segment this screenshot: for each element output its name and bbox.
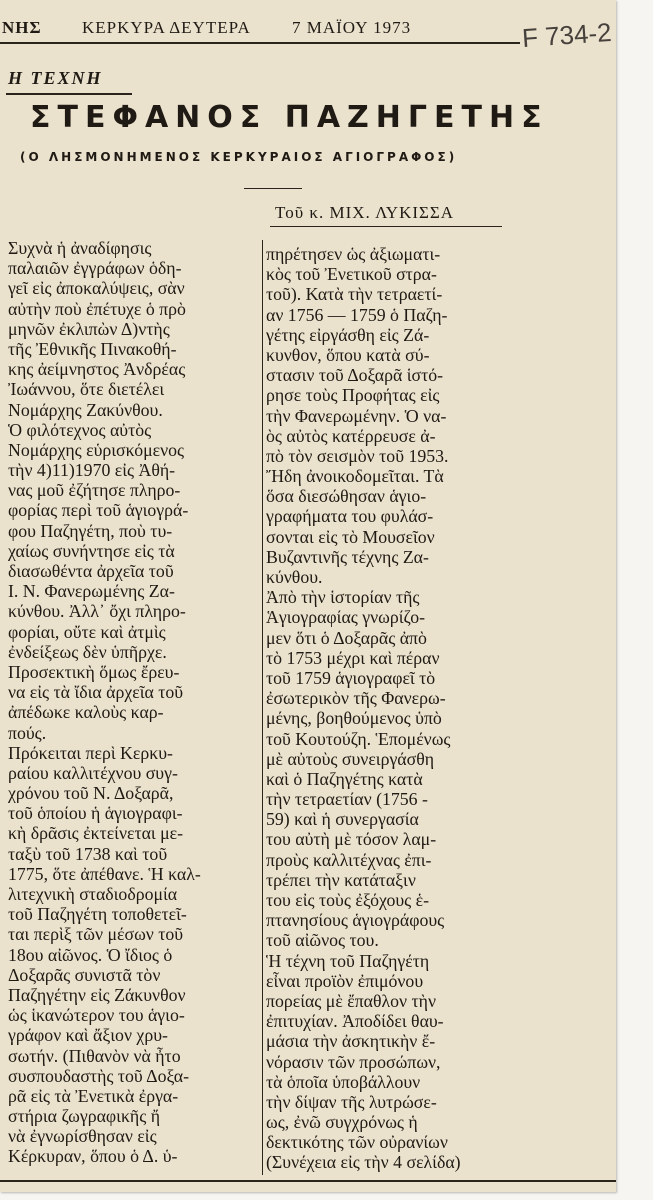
- text-line: ως, ἐνῶ συγχρόνως ἡ: [266, 1112, 418, 1133]
- text-line: προὺς καλλιτέχνας ἐπι-: [266, 849, 432, 870]
- text-line: σονται εἰς τὸ Μουσεῖον: [266, 526, 435, 547]
- text-line: πούς.: [8, 722, 47, 743]
- text-line: δεκτικότης τῶν οὐρανίων: [266, 1132, 448, 1153]
- text-line: ὡς ἱκανώτερον του ἁγιο-: [8, 1005, 185, 1026]
- text-line: κύνθου. Ἀλλ᾿ ὄχι πληρο-: [8, 601, 186, 622]
- text-line: στήρια ζωγραφικῆς ἤ: [8, 1106, 161, 1127]
- text-line: ται περὶξ τῶν μέσων τοῦ: [8, 924, 184, 945]
- text-line: Ὁ φιλότεχνος αὐτὸς: [8, 419, 152, 440]
- text-line: εἶναι προϊὸν ἐπιμόνου: [266, 970, 424, 991]
- text-line: τὴν τετραετίαν (1756 -: [266, 789, 428, 810]
- text-line: κης ἀείμνηστος Ἀνδρέας: [8, 359, 186, 380]
- byline: Τοῦ κ. ΜΙΧ. ΛΥΚΙΣΣΑ: [275, 203, 455, 222]
- text-line: τοῦ ὁποίου ἡ ἁγιογραφι-: [8, 803, 183, 824]
- text-line: χρόνου τοῦ Ν. Δοξαρᾶ,: [8, 783, 174, 804]
- text-line: τοῦ Κουτούζη. Ἑπομένως: [266, 728, 451, 749]
- text-line: Ἀπὸ τὴν ἱστορίαν τῆς: [266, 587, 420, 608]
- text-line: Νομάρχης Ζακύνθου.: [8, 399, 163, 420]
- text-line: μεν ὅτι ὁ Δοξαρᾶς ἀπὸ: [266, 627, 427, 648]
- article-column-left: [8, 238, 258, 1167]
- text-line: χαίως συνήντησε εἰς τὰ: [8, 540, 175, 561]
- article-subtitle: (Ο ΛΗΣΜΟΝΗΜΕΝΟΣ ΚΕΡΚΥΡΑΙΟΣ ΑΓΙΟΓΡΑΦΟΣ): [20, 150, 458, 164]
- continuation-note: (Συνέχεια εἰς τὴν 4 σελίδα): [266, 1152, 461, 1173]
- text-line: τὴν Φανερωμένην. Ὁ να-: [266, 405, 447, 426]
- text-line: σωτήν. (Πιθανὸν νὰ ἦτο: [8, 1045, 181, 1066]
- text-line: γράφον καὶ ἄξιον χρυ-: [8, 1025, 168, 1046]
- text-line: ρᾶ εἰς τὰ Ἐνετικὰ ἐργα-: [8, 1085, 179, 1106]
- text-line: τοῦ Παζηγέτη τοποθετεῖ-: [8, 904, 187, 925]
- text-line: 18ου αἰῶνος. Ὁ ἴδιος ὁ: [8, 944, 173, 965]
- text-line: κυνθον, ὅπου κατὰ σύ-: [266, 344, 430, 365]
- section-divider: [6, 93, 132, 95]
- text-line: τοῦ). Κατὰ τὴν τετραετί-: [266, 284, 443, 305]
- text-line: διασωθέντα ἀρχεῖα τοῦ: [8, 561, 174, 581]
- text-line: τοῦ αἰῶνος του.: [266, 930, 379, 951]
- text-line: συσπουδαστὴς τοῦ Δοξα-: [8, 1065, 189, 1086]
- text-line: μηνῶν ἐκλιπὼν Δ)ντὴς: [8, 318, 170, 339]
- text-line: στασιν τοῦ Δοξαρᾶ ἱστό-: [266, 365, 444, 386]
- text-line: Νομάρχης εὑρισκόμενος: [8, 439, 185, 460]
- text-line: καὶ ὁ Παζηγέτης κατὰ: [266, 768, 423, 789]
- text-line: ἀπέδωκε καλοὺς καρ-: [8, 702, 164, 723]
- text-line: τὴν δίψαν τῆς λυτρώσε-: [266, 1091, 437, 1112]
- text-line: κύνθου.: [266, 567, 323, 587]
- text-line: φου Παζηγέτη, ποὺ τυ-: [8, 520, 173, 541]
- masthead: [0, 14, 520, 44]
- text-line: τοῦ 1759 ἁγιογραφεῖ τὸ: [266, 667, 436, 688]
- text-line: παλαιῶν ἐγγράφων ὁδη-: [8, 258, 182, 279]
- masthead-paper-name: ΚΕΡΚΥΡΑ ΔΕΥΤΕΡΑ: [82, 18, 251, 37]
- article-column-right: [266, 244, 511, 1173]
- text-line: κὸς τοῦ Ἐνετικοῦ στρα-: [266, 264, 437, 285]
- text-line: πτανησίους ἁγιογράφους: [266, 910, 445, 931]
- bottom-divider: [0, 1180, 616, 1182]
- text-line: Βυζαντινῆς τέχνης Ζα-: [266, 546, 429, 567]
- text-line: ὸς αὐτὸς κατέρρευσε ἀ-: [266, 425, 436, 446]
- text-line: 59) καὶ ἡ συνεργασία: [266, 809, 419, 830]
- text-line: μένης, βοηθούμενος ὑπὸ: [266, 708, 442, 729]
- text-line: Ἤδη ἀνοικοδομεῖται. Τὰ: [266, 466, 444, 487]
- text-line: τὰ ὁποῖα ὑποβάλλουν: [266, 1071, 421, 1092]
- masthead-partial-name: ΝΗΣ: [2, 18, 42, 37]
- text-line: τῆς Ἐθνικῆς Πινακοθή-: [8, 338, 177, 359]
- text-line: Πρόκειται περὶ Κερκυ-: [8, 742, 173, 763]
- text-line: του αὐτὴ μὲ τόσον λαμ-: [266, 829, 437, 850]
- text-line: λιτεχνικὴ σταδιοδρομία: [8, 884, 178, 904]
- text-line: να εἰς τὰ ἴδια ἀρχεῖα τοῦ: [8, 682, 184, 703]
- text-line: αὐτὴν ποὺ ἐπέτυχε ὁ πρὸ: [8, 298, 186, 319]
- text-line: Ἰωάννου, ὅτε διετέλει: [8, 379, 165, 400]
- text-line: πορείας μὲ ἔπαθλον τὴν: [266, 990, 436, 1011]
- text-line: γεῖ εἰς ἀποκαλύψεις, σὰν: [8, 278, 185, 299]
- text-line: ὅσα διεσώθησαν ἁγιο-: [266, 486, 427, 507]
- text-line: ταξὺ τοῦ 1738 καὶ τοῦ: [8, 843, 168, 864]
- text-line: Ἡ τέχνη τοῦ Παζηγέτη: [266, 950, 430, 971]
- text-line: μάσια τὴν ἀσκητικὴν ἔ-: [266, 1031, 436, 1052]
- text-line: ραίου καλλιτέχνου συγ-: [8, 762, 178, 783]
- article-headline: ΣΤΕΦΑΝΟΣ ΠΑΖΗΓΕΤΗΣ: [30, 100, 549, 135]
- text-line: κὴ δρᾶσις ἐκτείνεται με-: [8, 823, 184, 844]
- section-label: Η ΤΕΧΝΗ: [8, 68, 103, 88]
- text-line: φορίαι, οὔτε καὶ ἀτμὶς: [8, 621, 166, 642]
- text-line: Κέρκυραν, ὅπου ὁ Δ. ὑ-: [8, 1146, 178, 1167]
- text-line: Δοξαρᾶς συνιστᾶ τὸν: [8, 964, 161, 985]
- headline-divider: [244, 188, 302, 189]
- masthead-date: 7 ΜΑΪΟΥ 1973: [292, 18, 412, 37]
- text-line: πηρέτησεν ὡς ἀξιωματι-: [266, 244, 441, 264]
- text-line: φορίας περὶ τοῦ ἁγιογρά-: [8, 500, 189, 521]
- column-divider: [262, 240, 263, 1175]
- text-line: νόρασιν τῶν προσώπων,: [266, 1051, 441, 1072]
- byline-divider: [270, 226, 502, 227]
- archive-note: F 734-2: [521, 16, 613, 54]
- text-line: Ἁγιογραφίας γνωρίζο-: [266, 607, 426, 628]
- text-line: ρησε τοὺς Προφήτας εἰς: [266, 385, 440, 406]
- text-line: ἐπιτυχίαν. Ἀποδίδει θαυ-: [266, 1011, 444, 1032]
- text-line: τρέπει τὴν κατάταξιν: [266, 869, 416, 890]
- text-line: Συχνὰ ἡ ἀναδίφησις: [8, 238, 152, 258]
- text-line: νὰ ἐγνωρίσθησαν εἰς: [8, 1126, 157, 1147]
- text-line: γέτης εἰργάσθη εἰς Ζά-: [266, 324, 430, 345]
- text-line: ἐνδείξεως δὲν ὑπῆρχε.: [8, 641, 167, 662]
- text-line: νας μοῦ ἐζήτησε πληρο-: [8, 480, 181, 501]
- text-line: του εἰς τοὺς ἐξόχους ἑ-: [266, 890, 430, 910]
- text-line: 1775, ὅτε ἀπέθανε. Ἡ καλ-: [8, 863, 201, 884]
- text-line: τὸ 1753 μέχρι καὶ πέραν: [266, 647, 440, 668]
- text-line: μὲ αὐτοὺς συνειργάσθη: [266, 748, 435, 769]
- text-line: αν 1756 — 1759 ὁ Παζη-: [266, 304, 448, 325]
- text-line: ἐσωτερικὸν τῆς Φανερω-: [266, 688, 446, 709]
- text-line: Παζηγέτην εἰς Ζάκυνθον: [8, 984, 186, 1005]
- text-line: γραφήματα του φυλάσ-: [266, 506, 434, 527]
- text-line: τὴν 4)11)1970 εἰς Ἀθή-: [8, 460, 176, 481]
- text-line: Ι. Ν. Φανερωμένης Ζα-: [8, 581, 175, 602]
- text-line: Προσεκτικὴ ὅμως ἔρευ-: [8, 661, 180, 682]
- text-line: πὸ τὸν σεισμὸν τοῦ 1953.: [266, 445, 449, 466]
